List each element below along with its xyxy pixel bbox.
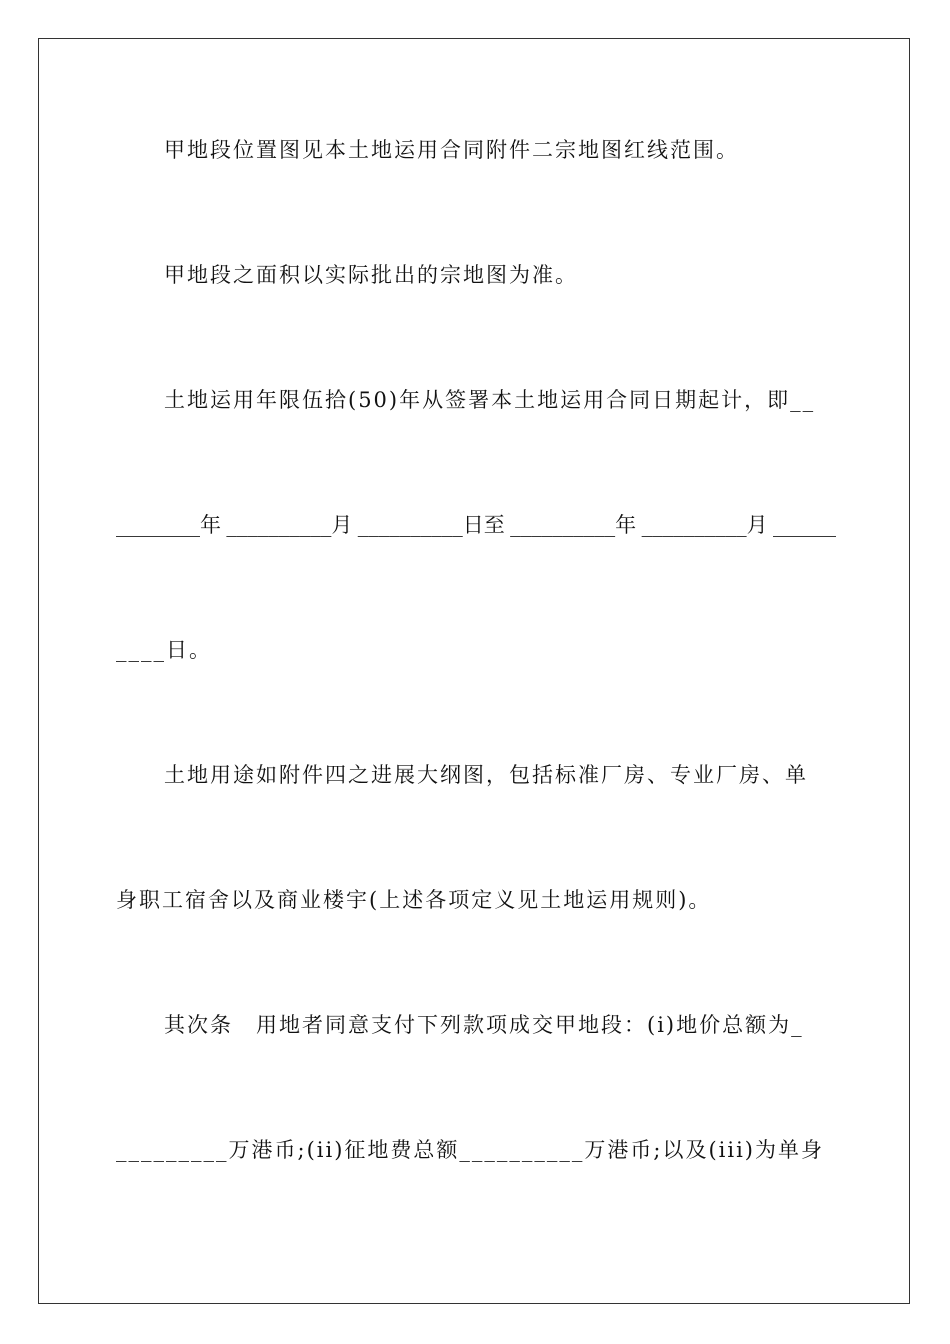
date-range-line [116, 510, 836, 540]
date-part: __________月 [641, 513, 768, 537]
date-part: __________月 [226, 513, 353, 537]
date-part: ______ [772, 513, 836, 537]
date-part: __________日至 [357, 513, 505, 537]
date-part: ________年 [116, 513, 221, 537]
page-border [38, 38, 910, 1304]
paragraph-term: 土地运用年限伍拾(50)年从签署本土地运用合同日期起计，即__ [164, 388, 816, 412]
date-line-end: ____日。 [116, 638, 212, 662]
paragraph-area: 甲地段之面积以实际批出的宗地图为准。 [164, 263, 578, 287]
paragraph-article-2-continued: _________万港币;(ii)征地费总额__________万港币;以及(iii)为单身 [116, 1138, 825, 1162]
paragraph-use: 土地用途如附件四之进展大纲图，包括标准厂房、专业厂房、单 [164, 763, 808, 787]
paragraph-article-2: 其次条 用地者同意支付下列款项成交甲地段：(i)地价总额为_ [164, 1013, 804, 1037]
date-part: __________年 [510, 513, 637, 537]
paragraph-use-continued: 身职工宿舍以及商业楼宇(上述各项定义见土地运用规则)。 [116, 888, 712, 912]
paragraph-location: 甲地段位置图见本土地运用合同附件二宗地图红线范围。 [164, 138, 739, 162]
